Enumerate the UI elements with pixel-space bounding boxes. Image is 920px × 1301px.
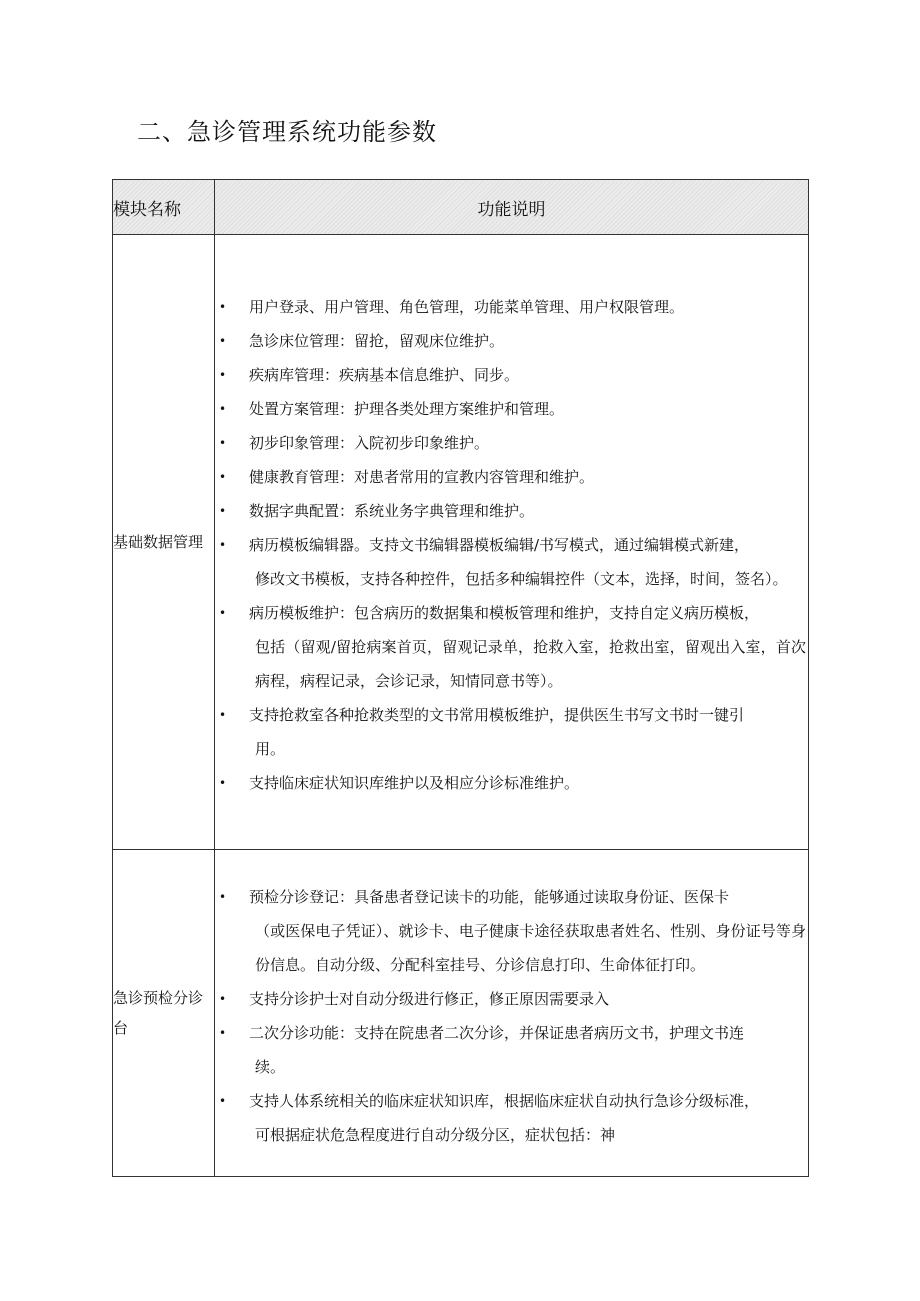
item-text: 病历模板编辑器。支持文书编辑器模板编辑/书写模式，通过编辑模式新建， [249, 536, 750, 554]
table-header-row [113, 180, 809, 235]
bullet-icon: • [219, 300, 227, 314]
item-text: 疾病库管理：疾病基本信息维护、同步。 [249, 366, 520, 384]
table-row [113, 850, 809, 1177]
list-item [215, 698, 808, 766]
list-item [215, 982, 808, 1016]
bullet-icon: • [219, 470, 227, 484]
item-text: 病历模板维护：包含病历的数据集和模板管理和维护，支持自定义病历模板， [249, 604, 760, 622]
list-item [215, 358, 808, 392]
function-desc-cell [215, 850, 809, 1177]
list-item [215, 766, 808, 800]
bullet-icon: • [219, 708, 227, 722]
item-text-continued: 用。 [255, 740, 286, 758]
feature-list [215, 874, 808, 1152]
item-text: 数据字典配置：系统业务字典管理和维护。 [249, 502, 535, 520]
feature-list [215, 284, 808, 800]
item-text: 支持分诊护士对自动分级进行修正，修正原因需要录入 [249, 990, 610, 1008]
item-text: 用户登录、用户管理、角色管理，功能菜单管理、用户权限管理。 [249, 298, 685, 316]
bullet-icon: • [219, 436, 227, 450]
header-function-desc: 功能说明 [215, 180, 809, 235]
bullet-icon: • [219, 1094, 227, 1108]
header-module-name: 模块名称 [113, 180, 215, 235]
item-text: 健康教育管理：对患者常用的宣教内容管理和维护。 [249, 468, 595, 486]
item-text: 初步印象管理：入院初步印象维护。 [249, 434, 490, 452]
list-item [215, 290, 808, 324]
bullet-icon: • [219, 992, 227, 1006]
page-title: 二、急诊管理系统功能参数 [137, 118, 437, 146]
item-text-continued: 修改文书模板，支持各种控件，包括多种编辑控件（文本，选择，时间，签名）。 [255, 570, 788, 588]
item-text: 处置方案管理：护理各类处理方案维护和管理。 [249, 400, 565, 418]
bullet-icon: • [219, 606, 227, 620]
list-item [215, 324, 808, 358]
item-text: 支持临床症状知识库维护以及相应分诊标准维护。 [249, 774, 580, 792]
item-text-continued: 可根据症状危急程度进行自动分级分区，症状包括：神 [255, 1126, 616, 1144]
list-item [215, 528, 808, 596]
bullet-icon: • [219, 776, 227, 790]
list-item [215, 1016, 808, 1084]
list-item [215, 426, 808, 460]
bullet-icon: • [219, 538, 227, 552]
function-table [112, 179, 809, 1177]
list-item [215, 494, 808, 528]
list-item [215, 596, 808, 698]
bullet-icon: • [219, 1026, 227, 1040]
function-desc-cell [215, 235, 809, 850]
item-text: 支持抢救室各种抢救类型的文书常用模板维护，提供医生书写文书时一键引 [249, 706, 745, 724]
item-text: 支持人体系统相关的临床症状知识库，根据临床症状自动执行急诊分级标准， [249, 1092, 760, 1110]
item-text-continued: 续。 [255, 1058, 286, 1076]
item-text: 二次分诊功能：支持在院患者二次分诊，并保证患者病历文书，护理文书连 [249, 1024, 745, 1042]
module-name-cell: 急诊预检分诊台 [113, 850, 215, 1177]
bullet-icon: • [219, 504, 227, 518]
bullet-icon: • [219, 334, 227, 348]
item-text: 急诊床位管理：留抢，留观床位维护。 [249, 332, 505, 350]
bullet-icon: • [219, 402, 227, 416]
module-name-cell: 基础数据管理 [113, 235, 215, 850]
list-item [215, 460, 808, 494]
bullet-icon: • [219, 368, 227, 382]
list-item [215, 392, 808, 426]
table-row [113, 235, 809, 850]
item-text: 预检分诊登记：具备患者登记读卡的功能，能够通过读取身份证、医保卡 [249, 888, 730, 906]
item-text-continued: 包括（留观/留抢病案首页，留观记录单，抢救入室，抢救出室，留观出入室，首次病程，病程记录，会诊记录，知情同意书等）。 [255, 638, 806, 690]
item-text-continued: （或医保电子凭证）、就诊卡、电子健康卡途径获取患者姓名、性别、身份证号等身份信息。自动分级、分配科室挂号、分诊信息打印、生命体征打印。 [255, 922, 806, 974]
bullet-icon: • [219, 890, 227, 904]
list-item [215, 880, 808, 982]
list-item [215, 1084, 808, 1152]
